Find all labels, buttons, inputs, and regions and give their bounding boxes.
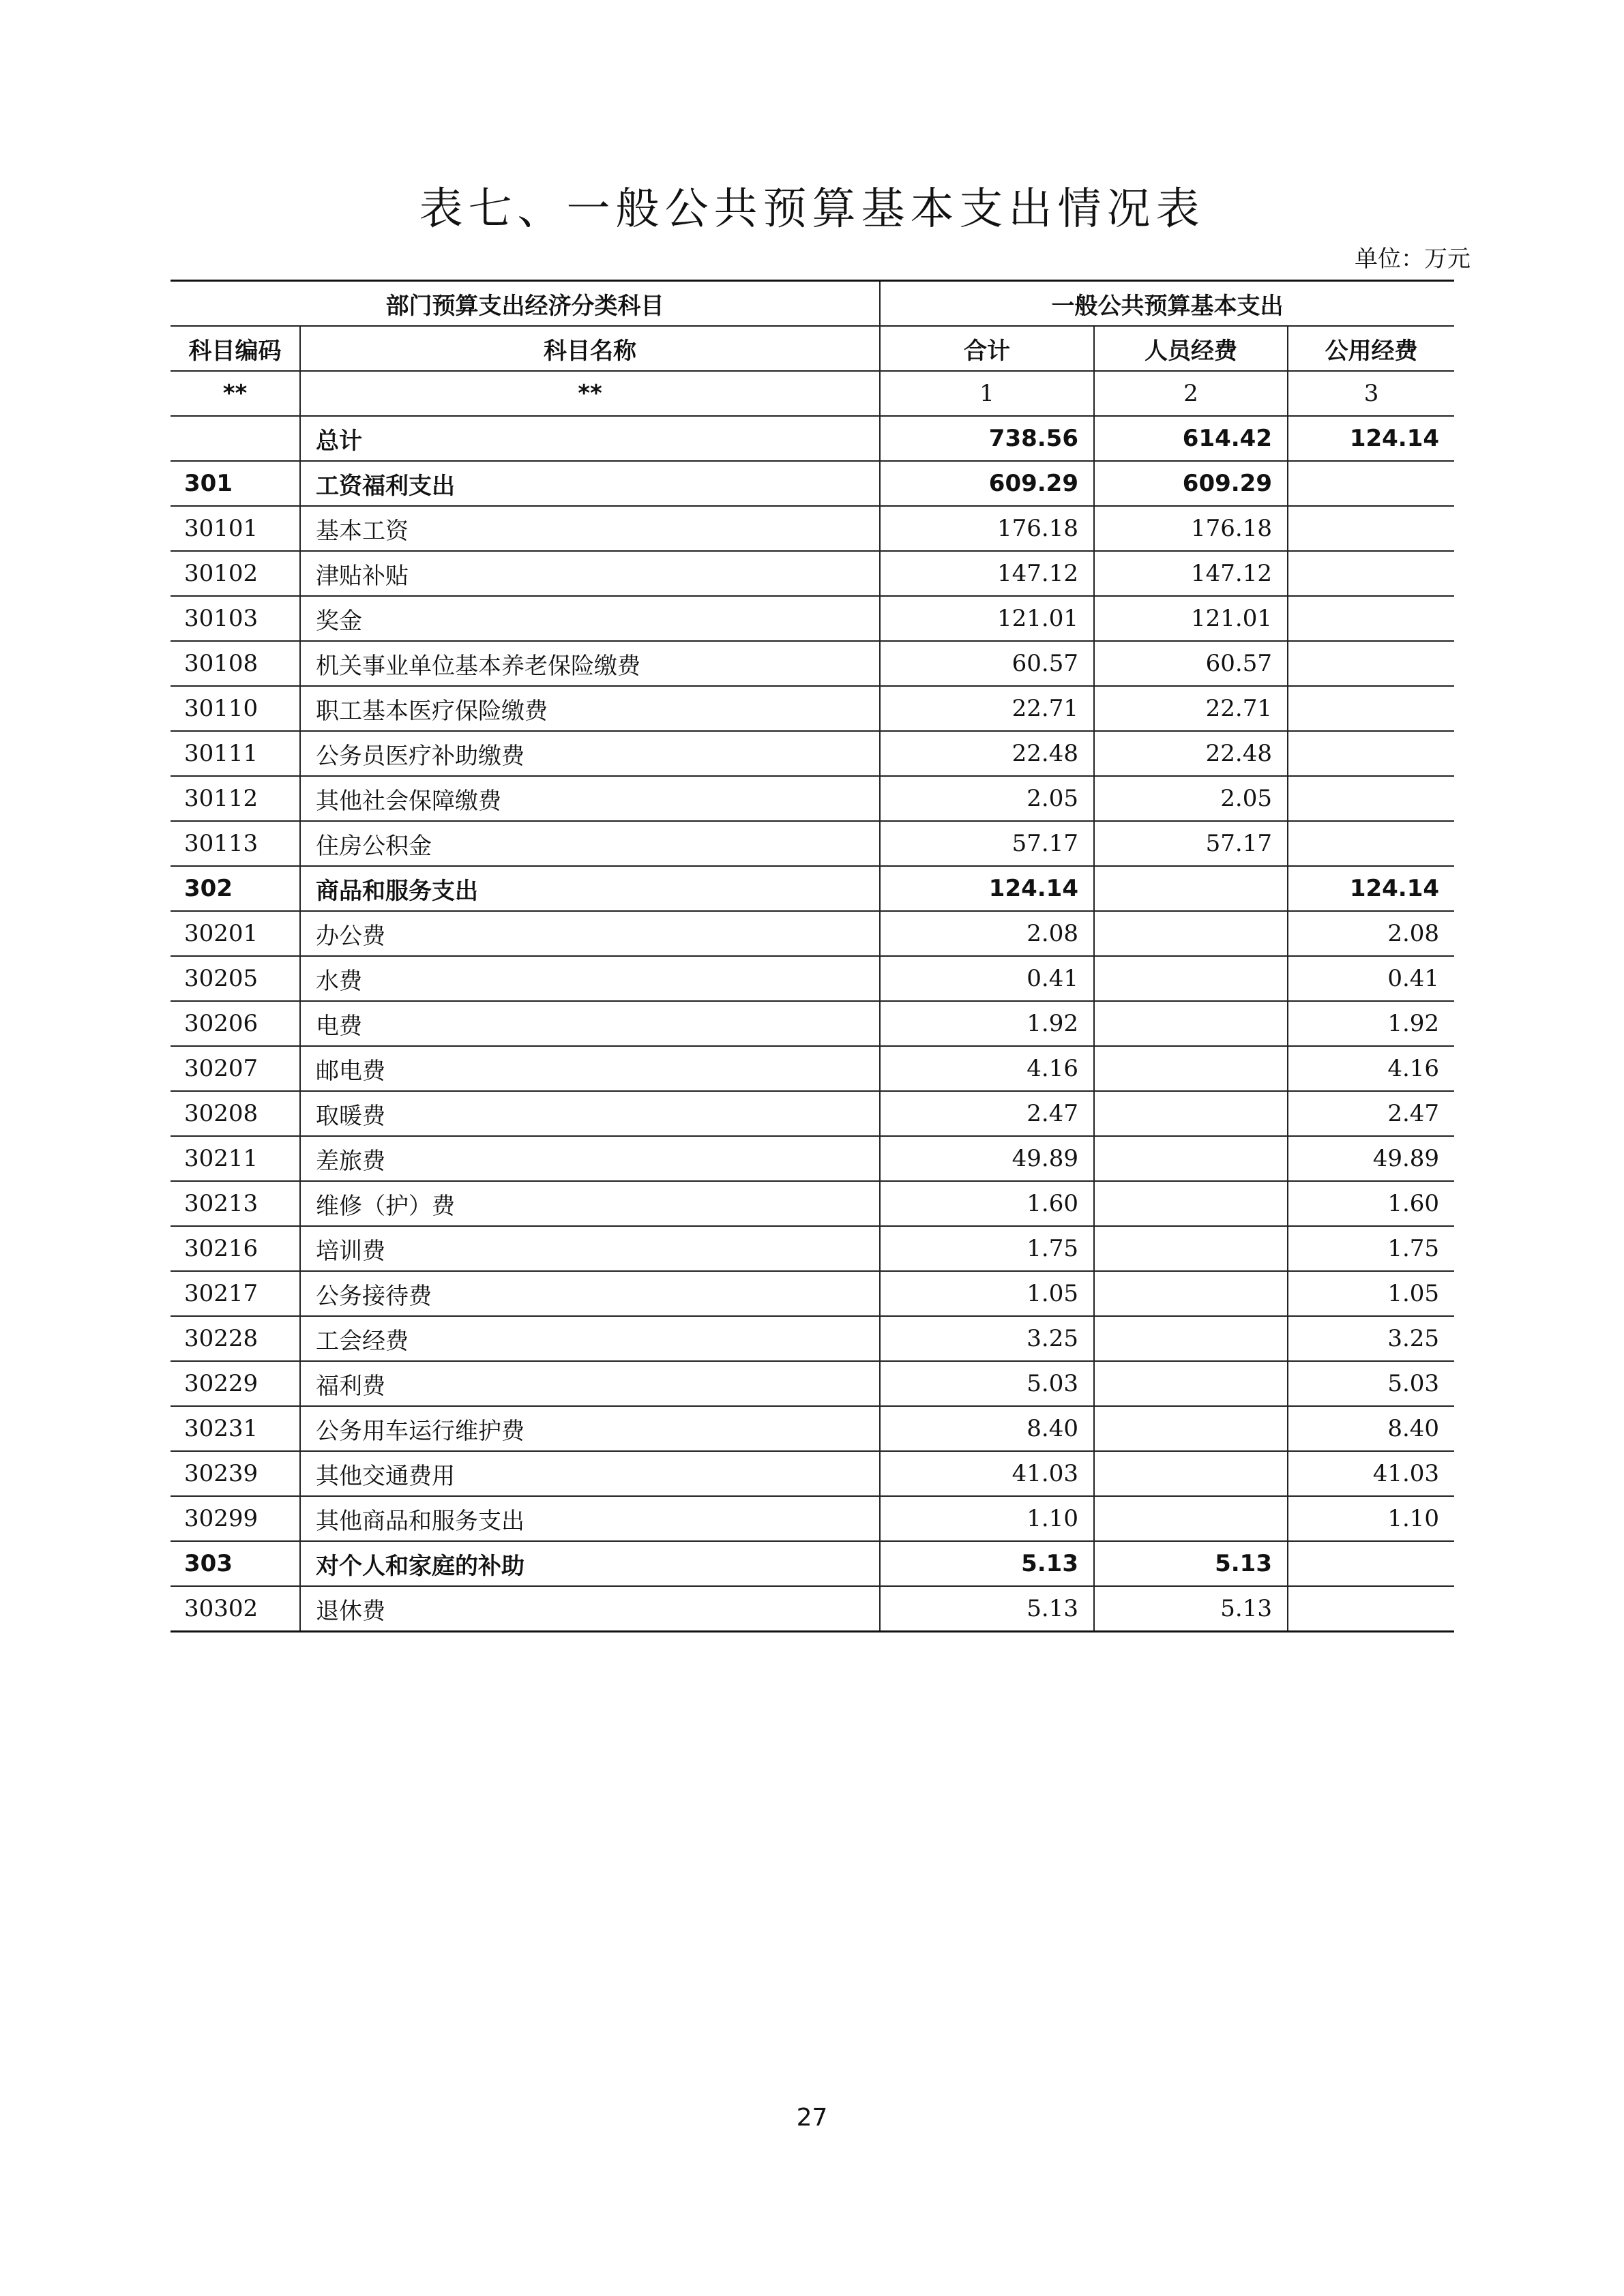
cell-public xyxy=(1288,1586,1454,1632)
cell-public: 1.92 xyxy=(1288,1001,1454,1046)
cell-total: 0.41 xyxy=(880,956,1094,1001)
cell-total: 1.05 xyxy=(880,1271,1094,1316)
header-group-basic-expenditure: 一般公共预算基本支出 xyxy=(880,281,1454,327)
cell-public: 49.89 xyxy=(1288,1136,1454,1181)
cell-code xyxy=(171,416,300,461)
cell-personnel xyxy=(1094,1496,1288,1541)
cell-code: 30211 xyxy=(171,1136,300,1181)
cell-total: 1.75 xyxy=(880,1226,1094,1271)
table-row xyxy=(171,956,1454,1001)
index-total: 1 xyxy=(880,371,1094,416)
cell-public xyxy=(1288,731,1454,776)
cell-code: 30229 xyxy=(171,1361,300,1406)
cell-public: 2.08 xyxy=(1288,911,1454,956)
cell-public xyxy=(1288,461,1454,506)
table-row xyxy=(171,506,1454,551)
cell-public: 1.60 xyxy=(1288,1181,1454,1226)
table-row xyxy=(171,416,1454,461)
cell-code: 30206 xyxy=(171,1001,300,1046)
cell-total: 176.18 xyxy=(880,506,1094,551)
cell-code: 30208 xyxy=(171,1091,300,1136)
cell-total: 57.17 xyxy=(880,821,1094,866)
cell-total: 3.25 xyxy=(880,1316,1094,1361)
table-row xyxy=(171,1226,1454,1271)
cell-personnel xyxy=(1094,956,1288,1001)
cell-name: 津贴补贴 xyxy=(300,551,880,596)
cell-public: 1.10 xyxy=(1288,1496,1454,1541)
cell-total: 147.12 xyxy=(880,551,1094,596)
cell-name: 奖金 xyxy=(300,596,880,641)
cell-code: 30299 xyxy=(171,1496,300,1541)
cell-personnel: 176.18 xyxy=(1094,506,1288,551)
cell-public xyxy=(1288,506,1454,551)
cell-public: 124.14 xyxy=(1288,866,1454,911)
cell-code: 302 xyxy=(171,866,300,911)
cell-total: 49.89 xyxy=(880,1136,1094,1181)
cell-name: 退休费 xyxy=(300,1586,880,1632)
cell-public: 1.05 xyxy=(1288,1271,1454,1316)
cell-public: 0.41 xyxy=(1288,956,1454,1001)
cell-name: 机关事业单位基本养老保险缴费 xyxy=(300,641,880,686)
cell-total: 4.16 xyxy=(880,1046,1094,1091)
table-row xyxy=(171,596,1454,641)
table-row xyxy=(171,1136,1454,1181)
table-row xyxy=(171,911,1454,956)
unit-label: 单位：万元 xyxy=(1355,245,1471,273)
cell-personnel xyxy=(1094,1361,1288,1406)
cell-code: 30112 xyxy=(171,776,300,821)
cell-total: 609.29 xyxy=(880,461,1094,506)
header-personnel: 人员经费 xyxy=(1094,326,1288,371)
header-group-classification: 部门预算支出经济分类科目 xyxy=(171,281,880,327)
cell-personnel: 60.57 xyxy=(1094,641,1288,686)
cell-name: 公务接待费 xyxy=(300,1271,880,1316)
cell-total: 2.08 xyxy=(880,911,1094,956)
header-total: 合计 xyxy=(880,326,1094,371)
cell-code: 303 xyxy=(171,1541,300,1586)
cell-personnel xyxy=(1094,1271,1288,1316)
cell-public: 8.40 xyxy=(1288,1406,1454,1451)
table-row xyxy=(171,686,1454,731)
table-row xyxy=(171,461,1454,506)
cell-name: 差旅费 xyxy=(300,1136,880,1181)
cell-total: 2.47 xyxy=(880,1091,1094,1136)
cell-public xyxy=(1288,1541,1454,1586)
cell-name: 其他商品和服务支出 xyxy=(300,1496,880,1541)
table-row xyxy=(171,1406,1454,1451)
cell-personnel xyxy=(1094,1406,1288,1451)
page-number: 27 xyxy=(796,2104,828,2132)
budget-table xyxy=(171,280,1454,1632)
page-title: 表七、一般公共预算基本支出情况表 xyxy=(419,184,1205,235)
cell-name: 总计 xyxy=(300,416,880,461)
cell-name: 商品和服务支出 xyxy=(300,866,880,911)
cell-total: 5.03 xyxy=(880,1361,1094,1406)
cell-name: 职工基本医疗保险缴费 xyxy=(300,686,880,731)
header-name: 科目名称 xyxy=(300,326,880,371)
table-row xyxy=(171,1496,1454,1541)
cell-total: 60.57 xyxy=(880,641,1094,686)
table-row xyxy=(171,821,1454,866)
table-row xyxy=(171,866,1454,911)
cell-name: 水费 xyxy=(300,956,880,1001)
cell-personnel: 609.29 xyxy=(1094,461,1288,506)
table-row xyxy=(171,1316,1454,1361)
table-row xyxy=(171,776,1454,821)
cell-total: 22.71 xyxy=(880,686,1094,731)
cell-name: 维修（护）费 xyxy=(300,1181,880,1226)
index-code: ** xyxy=(171,371,300,416)
cell-name: 公务员医疗补助缴费 xyxy=(300,731,880,776)
header-column-row xyxy=(171,326,1454,371)
table-row xyxy=(171,1541,1454,1586)
cell-name: 基本工资 xyxy=(300,506,880,551)
cell-total: 22.48 xyxy=(880,731,1094,776)
cell-personnel: 614.42 xyxy=(1094,416,1288,461)
cell-personnel: 5.13 xyxy=(1094,1586,1288,1632)
cell-code: 30228 xyxy=(171,1316,300,1361)
cell-personnel xyxy=(1094,1136,1288,1181)
cell-name: 取暖费 xyxy=(300,1091,880,1136)
table-row xyxy=(171,551,1454,596)
table-row xyxy=(171,1181,1454,1226)
index-personnel: 2 xyxy=(1094,371,1288,416)
cell-personnel: 5.13 xyxy=(1094,1541,1288,1586)
cell-code: 30302 xyxy=(171,1586,300,1632)
cell-personnel xyxy=(1094,911,1288,956)
cell-personnel xyxy=(1094,1046,1288,1091)
cell-code: 30205 xyxy=(171,956,300,1001)
header-group-row xyxy=(171,281,1454,327)
cell-public xyxy=(1288,686,1454,731)
cell-total: 5.13 xyxy=(880,1586,1094,1632)
cell-name: 住房公积金 xyxy=(300,821,880,866)
cell-public: 41.03 xyxy=(1288,1451,1454,1496)
cell-code: 30113 xyxy=(171,821,300,866)
header-index-row xyxy=(171,371,1454,416)
cell-public: 1.75 xyxy=(1288,1226,1454,1271)
cell-personnel: 57.17 xyxy=(1094,821,1288,866)
header-public: 公用经费 xyxy=(1288,326,1454,371)
cell-name: 对个人和家庭的补助 xyxy=(300,1541,880,1586)
cell-code: 30102 xyxy=(171,551,300,596)
cell-personnel: 121.01 xyxy=(1094,596,1288,641)
cell-personnel: 22.71 xyxy=(1094,686,1288,731)
header-code: 科目编码 xyxy=(171,326,300,371)
index-public: 3 xyxy=(1288,371,1454,416)
cell-total: 124.14 xyxy=(880,866,1094,911)
cell-personnel xyxy=(1094,1316,1288,1361)
cell-code: 30201 xyxy=(171,911,300,956)
cell-personnel: 147.12 xyxy=(1094,551,1288,596)
cell-public: 4.16 xyxy=(1288,1046,1454,1091)
cell-code: 30111 xyxy=(171,731,300,776)
cell-public: 2.47 xyxy=(1288,1091,1454,1136)
cell-code: 30103 xyxy=(171,596,300,641)
cell-public xyxy=(1288,641,1454,686)
cell-personnel xyxy=(1094,1451,1288,1496)
table-row xyxy=(171,1271,1454,1316)
cell-personnel: 2.05 xyxy=(1094,776,1288,821)
cell-code: 30207 xyxy=(171,1046,300,1091)
table-row xyxy=(171,1586,1454,1632)
cell-total: 738.56 xyxy=(880,416,1094,461)
cell-total: 41.03 xyxy=(880,1451,1094,1496)
table-row xyxy=(171,1361,1454,1406)
cell-code: 30108 xyxy=(171,641,300,686)
cell-total: 5.13 xyxy=(880,1541,1094,1586)
cell-name: 福利费 xyxy=(300,1361,880,1406)
cell-code: 30213 xyxy=(171,1181,300,1226)
cell-total: 1.92 xyxy=(880,1001,1094,1046)
cell-public xyxy=(1288,596,1454,641)
table-row xyxy=(171,731,1454,776)
cell-name: 培训费 xyxy=(300,1226,880,1271)
table-row xyxy=(171,1001,1454,1046)
cell-public xyxy=(1288,776,1454,821)
cell-code: 301 xyxy=(171,461,300,506)
cell-personnel: 22.48 xyxy=(1094,731,1288,776)
cell-personnel xyxy=(1094,866,1288,911)
cell-name: 其他社会保障缴费 xyxy=(300,776,880,821)
table-row xyxy=(171,1451,1454,1496)
cell-personnel xyxy=(1094,1181,1288,1226)
cell-name: 公务用车运行维护费 xyxy=(300,1406,880,1451)
cell-total: 8.40 xyxy=(880,1406,1094,1451)
cell-code: 30110 xyxy=(171,686,300,731)
cell-total: 2.05 xyxy=(880,776,1094,821)
table-row xyxy=(171,1046,1454,1091)
cell-personnel xyxy=(1094,1001,1288,1046)
table-row xyxy=(171,641,1454,686)
cell-personnel xyxy=(1094,1091,1288,1136)
cell-name: 邮电费 xyxy=(300,1046,880,1091)
cell-public xyxy=(1288,821,1454,866)
cell-name: 办公费 xyxy=(300,911,880,956)
cell-name: 工资福利支出 xyxy=(300,461,880,506)
cell-total: 121.01 xyxy=(880,596,1094,641)
index-name: ** xyxy=(300,371,880,416)
cell-public: 3.25 xyxy=(1288,1316,1454,1361)
cell-name: 其他交通费用 xyxy=(300,1451,880,1496)
cell-total: 1.10 xyxy=(880,1496,1094,1541)
cell-code: 30101 xyxy=(171,506,300,551)
cell-name: 工会经费 xyxy=(300,1316,880,1361)
cell-public: 124.14 xyxy=(1288,416,1454,461)
cell-total: 1.60 xyxy=(880,1181,1094,1226)
cell-code: 30239 xyxy=(171,1451,300,1496)
cell-public xyxy=(1288,551,1454,596)
cell-name: 电费 xyxy=(300,1001,880,1046)
cell-code: 30217 xyxy=(171,1271,300,1316)
cell-code: 30231 xyxy=(171,1406,300,1451)
cell-public: 5.03 xyxy=(1288,1361,1454,1406)
cell-personnel xyxy=(1094,1226,1288,1271)
cell-code: 30216 xyxy=(171,1226,300,1271)
table-row xyxy=(171,1091,1454,1136)
